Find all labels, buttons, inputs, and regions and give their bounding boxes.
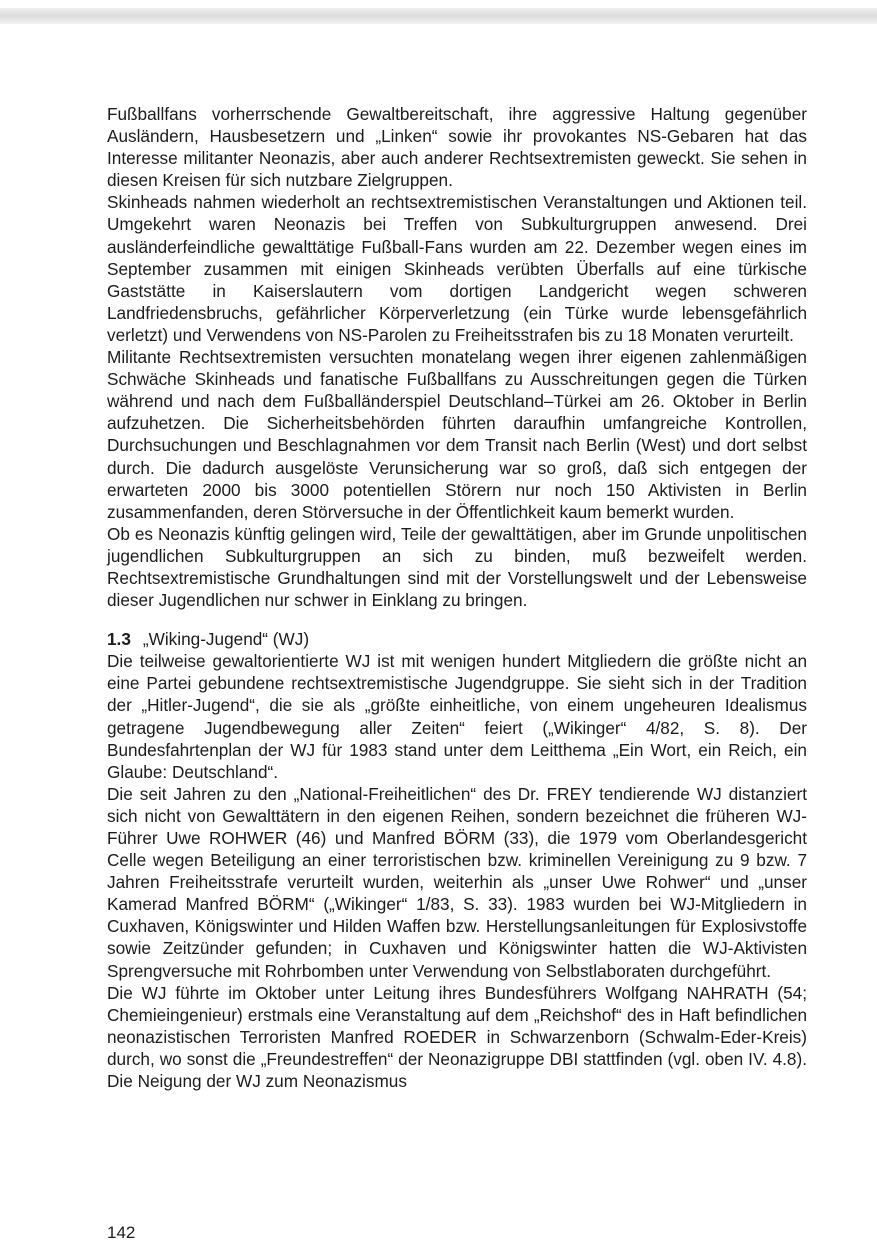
section-heading	[107, 628, 807, 650]
section-title: „Wiking-Jugend“ (WJ)	[142, 629, 310, 650]
paragraph-wj-violence: Die seit Jahren zu den „National-Freiheitlichen“ des Dr. FREY tendierende WJ distanziert sich nicht von Gewalttätern in den eigenen Reihen, sondern bezeichnet die früheren WJ-Führer Uwe ROHWER (46) und Manfred BÖRM (33), die 1979 vom Oberlandesgericht Celle wegen Beteiligung an einer terroristischen bzw. kriminellen Vereinigung zu 9 bzw. 7 Jahren Freiheitsstrafe verurteilt wurden, weiterhin als „unser Uwe Rohwer“ und „unser Kamerad Manfred BÖRM“ („Wikinger“ 1/83, S. 33). 1983 wurden bei WJ-Mitgliedern in Cuxhaven, Königswinter und Hilden Waffen bzw. Herstellungsanleitungen für Explosivstoffe sowie Zeitzünder gefunden; in Cuxhaven und Königswinter hatten die WJ-Aktivisten Sprengversuche mit Rohrbomben unter Verwendung von Selbstlaboraten durchgeführt.	[107, 783, 807, 981]
paragraph-neonazi-outlook: Ob es Neonazis künftig gelingen wird, Teile der gewalttätigen, aber im Grunde unpolitischen jugendlichen Subkulturgruppen an sich zu binden, muß bezweifelt werden. Rechtsextremistische Grundhaltungen sind mit der Vorstellungswelt und der Lebensweise dieser Jugendlichen nur schwer in Einklang zu bringen.	[107, 523, 807, 611]
section-number: 1.3	[107, 629, 131, 650]
paragraph-skinheads: Skinheads nahmen wiederholt an rechtsextremistischen Veranstaltungen und Aktionen teil. Umgekehrt waren Neonazis bei Treffen von Subkulturgruppen anwesend. Drei ausländerfeindliche gewalttätige Fußball-Fans wurden am 22. Dezember wegen eines im September zusammen mit einigen Skinheads verübten Überfalls auf eine türkische Gaststätte in Kaiserslautern vom dortigen Landgericht wegen schweren Landfriedensbruchs, gefährlicher Körperverletzung (ein Türke wurde lebensgefährlich verletzt) und Verwendens von NS-Parolen zu Freiheitsstrafen bis zu 18 Monaten verurteilt.	[107, 192, 807, 345]
page-number: 142	[107, 1223, 136, 1242]
paragraph-wj-reichshof: Die WJ führte im Oktober unter Leitung ihres Bundesführers Wolfgang NAHRATH (54; Chemieingenieur) erstmals eine Veranstaltung auf dem „Reichshof“ des in Haft befindlichen neonazistischen Terroristen Manfred ROEDER in Schwarzenborn (Schwalm-Eder-Kreis) durch, wo sonst die „Freundestreffen“ der Neonazigruppe DBI stattfinden (vgl. oben IV. 4.8). Die Neigung der WJ zum Neonazismus	[107, 982, 807, 1092]
paragraph-wj-intro: Die teilweise gewaltorientierte WJ ist mit wenigen hundert Mitgliedern die größte nicht an eine Partei gebundene rechtsextremistische Jugendgruppe. Sie sieht sich in der Tradition der „Hitler-Jugend“, die sie als „größte einheitliche, von einem ungeheuren Idealismus getragene Jugendbewegung aller Zeiten“ feiert („Wikinger“ 4/82, S. 8). Der Bundesfahrtenplan der WJ für 1983 stand unter dem Leitthema „Ein Wort, ein Reich, ein Glaube: Deutschland“.	[107, 651, 807, 782]
paragraph-militant-extremists: Militante Rechtsextremisten versuchten monatelang wegen ihrer eigenen zahlenmäßigen Schwäche Skinheads und fanatische Fußballfans zu Ausschreitungen gegen die Türken während und nach dem Fußballänderspiel Deutschland–Türkei am 26. Oktober in Berlin aufzuhetzen. Die Sicherheitsbehörden führten daraufhin umfangreiche Kontrollen, Durchsuchungen und Beschlagnahmen vor dem Transit nach Berlin (West) und dort selbst durch. Die dadurch ausgelöste Verunsicherung war so groß, daß sich entgegen der erwarteten 2000 bis 3000 potentiellen Störern nur noch 150 Aktivisten in Berlin zusammenfanden, deren Störversuche in der Öffentlichkeit kaum bemerkt wurden.	[107, 347, 807, 522]
paragraph-football-fans: Fußballfans vorherrschende Gewaltbereitschaft, ihre aggressive Haltung gegenüber Ausländern, Hausbesetzern und „Linken“ sowie ihr provokantes NS-Gebaren hat das Interesse militanter Neonazis, aber auch anderer Rechtsextremisten geweckt. Sie sehen in diesen Kreisen für sich nutzbare Zielgruppen.	[107, 104, 807, 191]
page-body	[107, 103, 807, 1092]
scan-edge-strip	[0, 8, 877, 24]
